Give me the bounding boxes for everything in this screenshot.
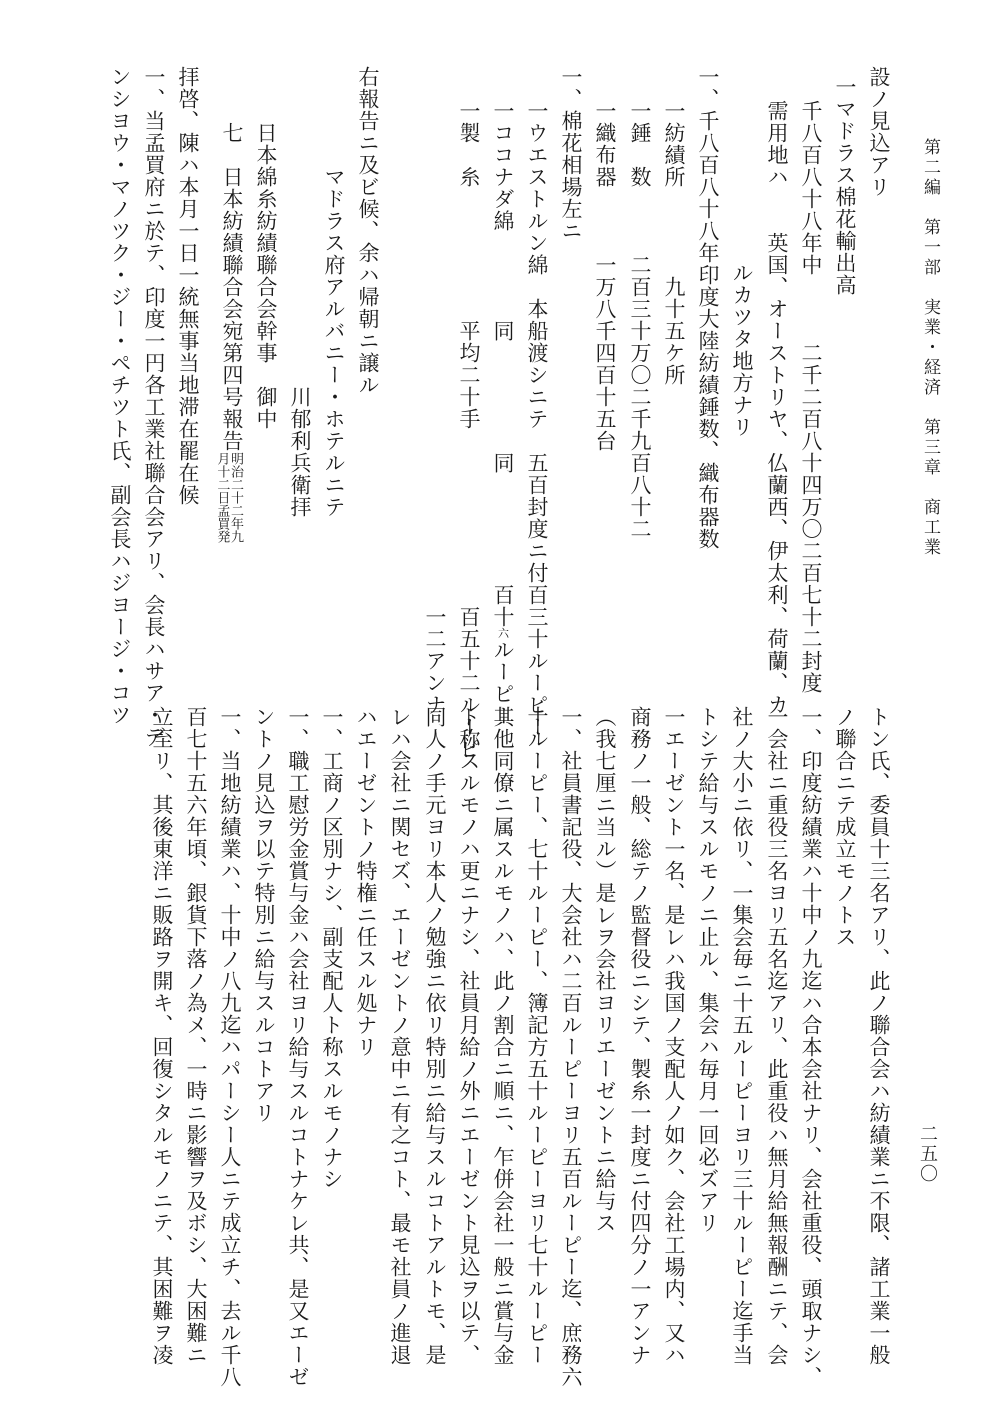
fraction-mark: 六 <box>498 628 509 639</box>
text-column: 其他同僚ニ属スルモノハ、此ノ割合ニ順ニ、乍併会社一般ニ賞与金 <box>491 706 515 1366</box>
text-column: ントノ見込ヲ以テ特別ニ給与スルコトアリ <box>252 706 276 1124</box>
text-column: 一、職工慰労金賞与金ハ会社ヨリ給与スルコトナケレ共、是又エーゼ <box>286 706 310 1388</box>
text-segment: ルーピー <box>491 639 515 727</box>
text-column: 一、当孟買府ニ於テ、印度一円各工業社聯合会アリ、会長ハサア・デ <box>142 66 166 748</box>
text-column: 立至リ、其後東洋ニ販路ヲ開キ、回復シタルモノニテ、其困難ヲ凌 <box>150 706 174 1366</box>
text-column: 同人ノ手元ヨリ本人ノ勉強ニ依リ特別ニ給与スルコトアルトモ、是 <box>423 706 447 1366</box>
text-column: 設ノ見込アリ <box>867 66 891 198</box>
text-column: トシテ給与スルモノニ止ル、集会ハ毎月一回必ズアリ <box>696 706 720 1234</box>
text-column: 一、当地紡績業ハ、十中ノ八九迄ハパーシー人ニテ成立チ、去ル千八 <box>218 706 242 1388</box>
text-column: トン氏、委員十三名アリ、此ノ聯合会ハ紡績業ニ不限、諸工業一般 <box>867 706 891 1366</box>
text-column: ハエーゼントノ特権ニ任スル処ナリ <box>354 706 378 1058</box>
text-column: ノ聯合ニテ成立モノトス <box>833 706 857 948</box>
text-column: 商務ノ一般、総テノ監督役ニシテ、製糸一封度ニ付四分ノ一アンナ <box>628 706 652 1366</box>
text-column: ルカツタ地方ナリ <box>730 262 754 438</box>
text-column: 一織布器 一万八千四百十五台 <box>593 100 617 452</box>
text-column: 拝啓、陳ハ本月一日一統無事当地滞在罷在候 <box>176 66 200 506</box>
text-column: 一紡績所 九十五ケ所 <box>662 100 686 386</box>
text-column: 社ノ大小ニ依リ、一集会毎ニ十五ルーピーヨリ三十ルーピー迄手当 <box>730 706 754 1366</box>
text-column: ンシヨウ・マノツク・ジー・ペチツト氏、副会長ハジヨージ・コツ <box>108 66 132 726</box>
running-title: 第二編 第一部 実業・経済 第三章 商工業 <box>920 138 940 558</box>
text-column: 一、千八百八十八年印度大陸紡績錘数、織布器数 <box>696 66 720 550</box>
date-annotation: 明治二十二年九 月十二日孟買発 <box>214 452 243 543</box>
text-column: 一会社ニ重役三名ヨリ五名迄アリ、此重役ハ無月給無報酬ニテ、会 <box>765 706 789 1366</box>
text-segment: 一ココナダ綿 同 同 百十 <box>491 100 515 628</box>
page-number: 二五〇 <box>917 1124 938 1184</box>
text-column: 一二アンナ <box>423 100 447 716</box>
text-column <box>492 100 513 727</box>
text-column: 需用地ハ 英国、オーストリヤ、仏蘭西、伊太利、荷蘭、カ <box>765 100 789 716</box>
text-column: 百七十五六年頃、銀貨下落ノ為メ、一時ニ影響ヲ及ボシ、大困難ニ <box>184 706 208 1366</box>
text-column: 一ウエストルン綿 本船渡シニテ 五百封度ニ付百三十ルーピー <box>525 100 549 738</box>
text-column <box>215 100 242 543</box>
text-column: 川郁利兵衛拝 <box>288 100 312 518</box>
text-column: 一錘 数 二百三十万〇二千九百八十二 <box>628 100 652 540</box>
text-column: 一、社員書記役、大会社ハ二百ルーピーヨリ五百ルーピー迄、庶務六 <box>559 706 583 1388</box>
text-column: 一、印度紡績業ハ十中ノ九迄ハ合本会社ナリ、会社重役、頭取ナシ、 <box>799 706 823 1388</box>
text-column: 十ルーピー、七十ルーピー、簿記方五十ルーピーヨリ七十ルーピー <box>525 706 549 1366</box>
text-column: 千八百八十八年中 二千二百八十四万〇二百七十二封度 <box>799 100 823 694</box>
text-column: 右報告ニ及ビ候、余ハ帰朝ニ譲ル <box>356 66 380 396</box>
text-column: 日本綿糸紡績聯合会幹事 御中 <box>254 100 278 430</box>
text-column: レハ会社ニ関セズ、エーゼントノ意中ニ有之コト、最モ社員ノ進退 <box>388 706 412 1366</box>
text-column: マドラス府アルバニー・ホテルニテ <box>322 100 346 518</box>
text-column: 一、工商ノ区別ナシ、副支配人ト称スルモノナシ <box>320 706 344 1190</box>
text-segment: 七 日本紡績聯合会宛第四号報告 <box>220 100 244 452</box>
text-column: 一製 糸 平均二十手 百五十二ルーピ <box>457 100 481 760</box>
text-column: 一、棉花相場左ニ <box>559 66 583 242</box>
text-column: 一マドラス棉花輸出高 <box>833 76 857 296</box>
text-column: （我七厘ニ当ル）是レヲ会社ヨリエーゼントニ給与ス <box>593 706 617 1234</box>
text-column: ト称スルモノハ更ニナシ、社員月給ノ外ニエーゼント見込ヲ以テ、 <box>457 706 481 1366</box>
text-column: 一エーゼント一名、是レハ我国ノ支配人ノ如ク、会社工場内、又ハ <box>662 706 686 1366</box>
